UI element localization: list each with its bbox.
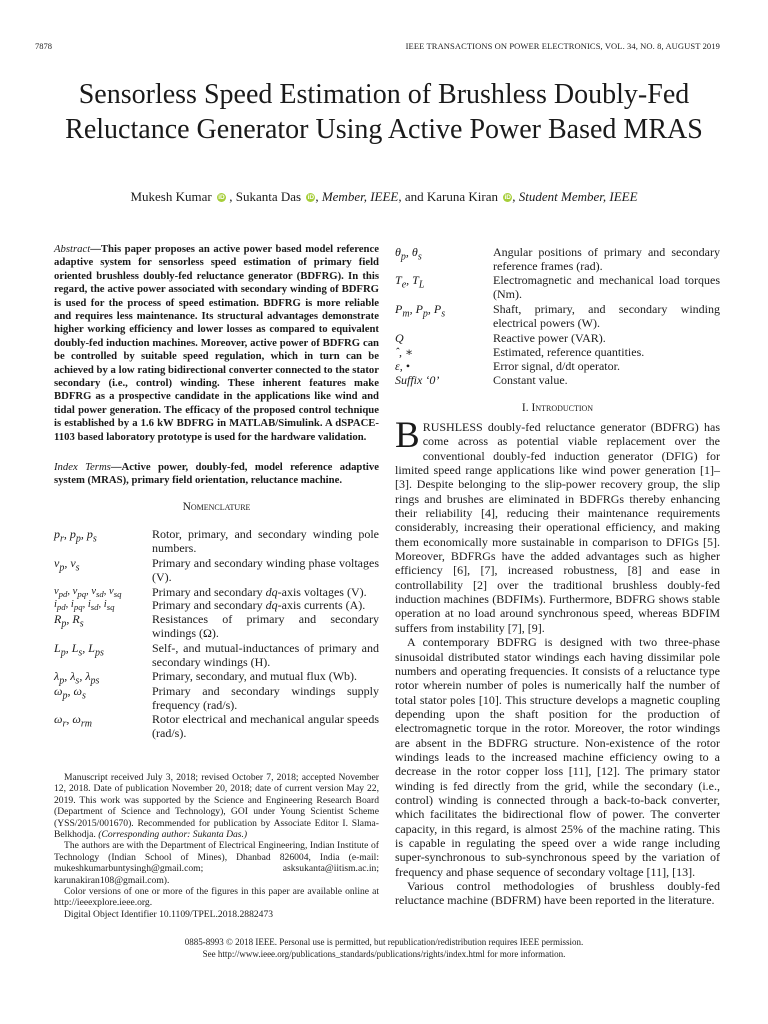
nomenclature-symbol: $\omega_p$, $\omega_s$ bbox=[54, 684, 86, 702]
footnote-affiliation: The authors are with the Department of Electrical Engineering, Indian Institute of Technology (Indian School of Mines), Dhanbad 826004, India (e-mail: mukeshkumarbuntysingh@gmail.com; asksukanta@iitism.ac.in; karunakiran108@gmail.com). bbox=[54, 840, 379, 886]
abstract-text: —This paper proposes an active power based model reference adaptive system for sensorless speed estimation of primary field oriented brushless doubly-fed reluctance generator (BDFRG). In this regard, the active power associated with secondary winding of BDFRG is used for the process of speed estimation. BDFRG is more reliable and requires less maintenance. Its structural advantages demonstrate higher working efficiency and lower losses as compared to equivalent doubly-fed induction machines. Moreover, active power of BDFRG can be controlled by suitable speed regulation, which in turn can be achieved by a low rating bidirectional converter connected to the stator secondary (i.e., control) winding. These inherent features make BDFRG as a prospective candidate in the applications like wind and tidal power generation. The efficacy of the proposed control technique is established by a 1.6 kW BDFRG in bbox=[54, 243, 379, 430]
nomenclature-symbol: Q bbox=[395, 331, 404, 345]
paper-title: Sensorless Speed Estimation of Brushless Doubly-Fed Reluctance Generator Using Active Power Based MRAS bbox=[65, 79, 703, 145]
author-membership: Member, IEEE bbox=[321, 189, 399, 204]
nomenclature-desc: Rotor, primary, and secondary winding pole numbers. bbox=[152, 527, 379, 555]
nomenclature-desc: Estimated, reference quantities. bbox=[493, 345, 645, 359]
nomenclature-symbol: $\theta_p$, $\theta_s$ bbox=[395, 245, 422, 263]
footnote-manuscript: Manuscript received July 3, 2018; revised October 7, 2018; accepted November 12, 2018. Date of publication November 20, 2018; date of current version May 22, 2019. This work was supported by the Science and Engineering Research Board (Department of Science and Technology), GOI under Young Scientist Scheme (YSS/2015/001670). Recommended for publication by Associate Editor I. Slama-Belkhodja. (Corresponding author: Sukanta Das.) bbox=[54, 772, 379, 841]
footnote-color: Color versions of one or more of the figures in this paper are available online at http://ieeexplore.ieee.org. bbox=[54, 886, 379, 909]
nomenclature-symbol: $T_e$, $T_L$ bbox=[395, 273, 425, 291]
nomenclature-symbol: $v_{pd}$, $v_{pq}$, $v_{sd}$, $v_{sq}$ bbox=[54, 586, 122, 600]
nomenclature-desc: Angular positions of primary and secondary reference frames (rad). bbox=[493, 245, 720, 273]
journal-header: IEEE TRANSACTIONS ON POWER ELECTRONICS, VOL. 34, NO. 8, AUGUST 2019 bbox=[405, 41, 720, 51]
intro-paragraph: A contemporary BDFRG is designed with two three-phase sinusoidal distributed stator windings each having dissimilar pole numbers and operating frequencies. It consists of a reluctance type rotor wherein number of poles is numerically half the number of total stator poles [10]. This structure develops a magnetic coupling depending upon the shaft position for the production of electromagnetic torque in the rotor. Moreover, the rotor windings are absent in the BDFRG structure. Non-existence of the rotor windings leads to the increased machine efficiency owing to a decrease in the rotor copper loss [11], [12]. The primary stator winding is fed directly from the grid, while the secondary (i.e., control) winding is connected through a back-to-back converter, which facilitates the bidirectional flow of power. The converter capacity, in this regard, is almost 25% of the machine rating. This is capable in regulating the speed over a wide range including super-synchronous to sub-synchronous speed by the variation of frequency and phase sequence of secondary voltage [11], [13]. bbox=[395, 635, 720, 879]
nomenclature-symbol: $i_{pd}$, $i_{pq}$, $i_{sd}$, $i_{sq}$ bbox=[54, 599, 115, 613]
intro-paragraph: BRUSHLESS doubly-fed reluctance generator (BDFRG) has come across as potential viable replacement over the conventional doubly-fed induction generator (DFIG) for limited speed range applications like wind power generation [1]–[3]. Despite belonging to the slip-power recovery group, the slip rings and brushes are eliminated in BDFRGs thereby enhancing their reliability [4], reducing their maintenance requirements considerably, increasing their operational efficiency, and making them economically more sustainable in comparison to DFIGs [5]. Moreover, BDFRGs have the added advantages such as higher efficiency [6], [7], increased robustness, [8] and ease in controllability [2] over the traditional brushless doubly-fed induction machines (BDFIMs). Furthermore, BDFRG shows stable operation at no load around synchronous speed, whereas BDFIM suffers from instability [7], [9]. bbox=[395, 415, 720, 635]
nomenclature-desc: Primary and secondary winding phase voltages (V). bbox=[152, 556, 379, 584]
nomenclature-desc: Primary and secondary dq-axis currents (A). bbox=[152, 598, 366, 612]
nomenclature-symbol: $R_p$, $R_s$ bbox=[54, 612, 84, 630]
nomenclature-symbol: $P_m$, $P_p$, $P_s$ bbox=[395, 302, 446, 320]
nomenclature-desc: Shaft, primary, and secondary winding electrical powers (W). bbox=[493, 302, 720, 330]
rights-link[interactable]: See http://www.ieee.org/publications_standards/publications/rights/index.html for more information. bbox=[202, 948, 566, 959]
index-terms-label: Index Terms bbox=[54, 461, 111, 473]
nomenclature-symbol: $p_r$, $p_p$, $p_s$ bbox=[54, 527, 97, 545]
nomenclature-symbol: $\omega_r$, $\omega_{rm}$ bbox=[54, 712, 92, 730]
nomenclature-desc: Resistances of primary and secondary windings (Ω). bbox=[152, 612, 379, 640]
author-separator: , bbox=[512, 189, 519, 204]
nomenclature-symbol: ˆ, ∗ bbox=[395, 345, 414, 359]
nomenclature-symbol: Suffix ‘0’ bbox=[395, 373, 440, 387]
nomenclature-desc: Reactive power (VAR). bbox=[493, 331, 606, 345]
index-terms-text: —Active power, doubly-fed, model reference adaptive system (MRAS), primary field orientation, reluctance machine. bbox=[54, 461, 379, 487]
nomenclature-desc: Primary and secondary windings supply frequency (rad/s). bbox=[152, 684, 379, 712]
orcid-icon[interactable]: iD bbox=[504, 194, 511, 201]
abstract bbox=[54, 243, 379, 444]
nomenclature-desc: Primary, secondary, and mutual flux (Wb). bbox=[152, 669, 358, 683]
nomenclature-desc: Self-, and mutual-inductances of primary and secondary windings (H). bbox=[152, 641, 379, 669]
nomenclature-heading: Nomenclature bbox=[182, 501, 251, 513]
page-number: 7878 bbox=[35, 41, 52, 51]
author-membership: Student Member, IEEE bbox=[518, 189, 638, 204]
author-separator: , bbox=[315, 189, 322, 204]
nomenclature-symbol: $v_p$, $v_s$ bbox=[54, 556, 80, 574]
abstract-matlab: MATLAB bbox=[229, 417, 276, 430]
copyright-notice bbox=[30, 937, 738, 960]
index-terms bbox=[54, 461, 379, 488]
drop-cap: B bbox=[395, 415, 420, 456]
author-line bbox=[30, 189, 738, 205]
abstract-label: Abstract bbox=[54, 243, 91, 255]
introduction-body bbox=[395, 415, 720, 908]
footnote bbox=[54, 772, 379, 920]
orcid-icon[interactable]: iD bbox=[307, 194, 315, 201]
nomenclature-desc: Electromagnetic and mechanical load torques (Nm). bbox=[493, 273, 720, 301]
nomenclature-desc: Constant value. bbox=[493, 373, 568, 387]
nomenclature-desc: Error signal, d/dt operator. bbox=[493, 359, 620, 373]
nomenclature-desc: Primary and secondary dq-axis voltages (V). bbox=[152, 585, 367, 599]
author-name: , and Karuna Kiran bbox=[398, 189, 498, 204]
nomenclature-symbol: $L_p$, $L_s$, $L_{ps}$ bbox=[54, 641, 104, 659]
author-name: , Sukanta Das bbox=[229, 189, 302, 204]
footnote-doi: Digital Object Identifier 10.1109/TPEL.2018.2882473 bbox=[64, 908, 274, 920]
author-name: Mukesh Kumar bbox=[130, 189, 212, 204]
intro-paragraph: Various control methodologies of brushless doubly-fed reluctance machine (BDFRM) have been reported in the literature. bbox=[395, 879, 720, 908]
orcid-icon[interactable]: iD bbox=[218, 194, 225, 201]
nomenclature-desc: Rotor electrical and mechanical angular speeds (rad/s). bbox=[152, 712, 379, 740]
nomenclature-symbol: ε, • bbox=[395, 359, 410, 373]
nomenclature-symbol: $\lambda_p$, $\lambda_s$, $\lambda_{ps}$ bbox=[54, 669, 100, 687]
copyright-line: 0885-8993 © 2018 IEEE. Personal use is permitted, but republication/redistribution requires IEEE permission. bbox=[184, 937, 584, 947]
introduction-heading: I. Introduction bbox=[521, 402, 594, 414]
abstract-text-end: /Simulink. A dSPACE-1103 based laboratory prototype is used for the hardware validation. bbox=[54, 417, 379, 443]
